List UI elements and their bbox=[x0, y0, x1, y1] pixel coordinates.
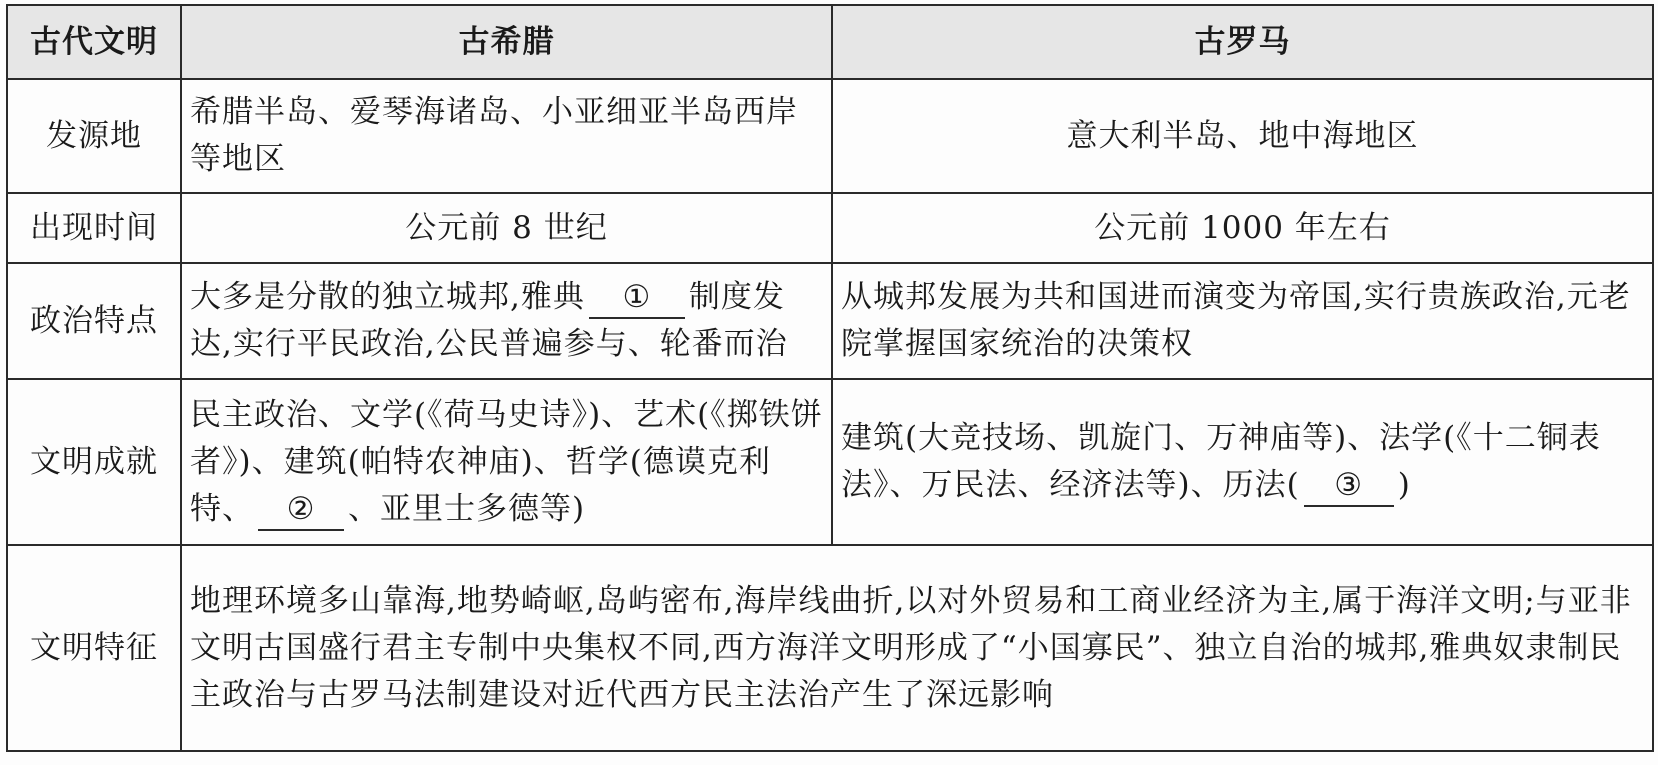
row-label-origin: 发源地 bbox=[7, 79, 181, 193]
header-ancient-greece: 古希腊 bbox=[181, 5, 832, 79]
features-cell: 地理环境多山靠海,地势崎岖,岛屿密布,海岸线曲折,以对外贸易和工商业经济为主,属于海洋文明;与亚非文明古国盛行君主专制中央集权不同,西方海洋文明形成了“小国寡民”、独立自治的城邦,雅典奴隶制民主政治与古罗马法制建设对近代西方民主法治产生了深远影响 bbox=[181, 545, 1653, 751]
civilization-comparison-table bbox=[6, 4, 1654, 752]
row-label-politics: 政治特点 bbox=[7, 263, 181, 379]
greece-politics-text-2: 制度发达,实行平民政治,公民普遍参与、轮番而治 bbox=[190, 279, 788, 362]
greece-politics-text-1: 大多是分散的独立城邦,雅典 bbox=[190, 279, 585, 315]
greece-origin-cell: 希腊半岛、爱琴海诸岛、小亚细亚半岛西岸等地区 bbox=[181, 79, 832, 193]
table-row-politics bbox=[7, 263, 1653, 379]
blank-3: ③ bbox=[1304, 465, 1394, 507]
blank-1: ① bbox=[589, 277, 685, 319]
header-ancient-civilization: 古代文明 bbox=[7, 5, 181, 79]
row-label-features: 文明特征 bbox=[7, 545, 181, 751]
table-row-origin bbox=[7, 79, 1653, 193]
greece-time-cell: 公元前 8 世纪 bbox=[181, 193, 832, 263]
greece-politics-cell bbox=[181, 263, 832, 379]
header-ancient-rome: 古罗马 bbox=[832, 5, 1653, 79]
table-row-features bbox=[7, 545, 1653, 751]
rome-politics-cell: 从城邦发展为共和国进而演变为帝国,实行贵族政治,元老院掌握国家统治的决策权 bbox=[832, 263, 1653, 379]
table-header-row bbox=[7, 5, 1653, 79]
blank-2: ② bbox=[258, 489, 344, 531]
rome-achievements-text-1: 建筑(大竞技场、凯旋门、万神庙等)、法学(《十二铜表法》、万民法、经济法等)、历法( bbox=[841, 420, 1601, 503]
greece-achievements-text-2: 、亚里士多德等) bbox=[348, 490, 586, 527]
table-row-achievements bbox=[7, 379, 1653, 545]
row-label-achievements: 文明成就 bbox=[7, 379, 181, 545]
greece-achievements-text-1: 民主政治、文学(《荷马史诗》)、艺术(《掷铁饼者》)、建筑(帕特农神庙)、哲学(德谟克利特、 bbox=[190, 396, 823, 527]
rome-time-cell: 公元前 1000 年左右 bbox=[832, 193, 1653, 263]
greece-achievements-cell bbox=[181, 379, 832, 545]
row-label-time: 出现时间 bbox=[7, 193, 181, 263]
rome-achievements-text-2: ) bbox=[1397, 467, 1411, 503]
rome-achievements-cell bbox=[832, 379, 1653, 545]
rome-origin-cell: 意大利半岛、地中海地区 bbox=[832, 79, 1653, 193]
table-row-time bbox=[7, 193, 1653, 263]
